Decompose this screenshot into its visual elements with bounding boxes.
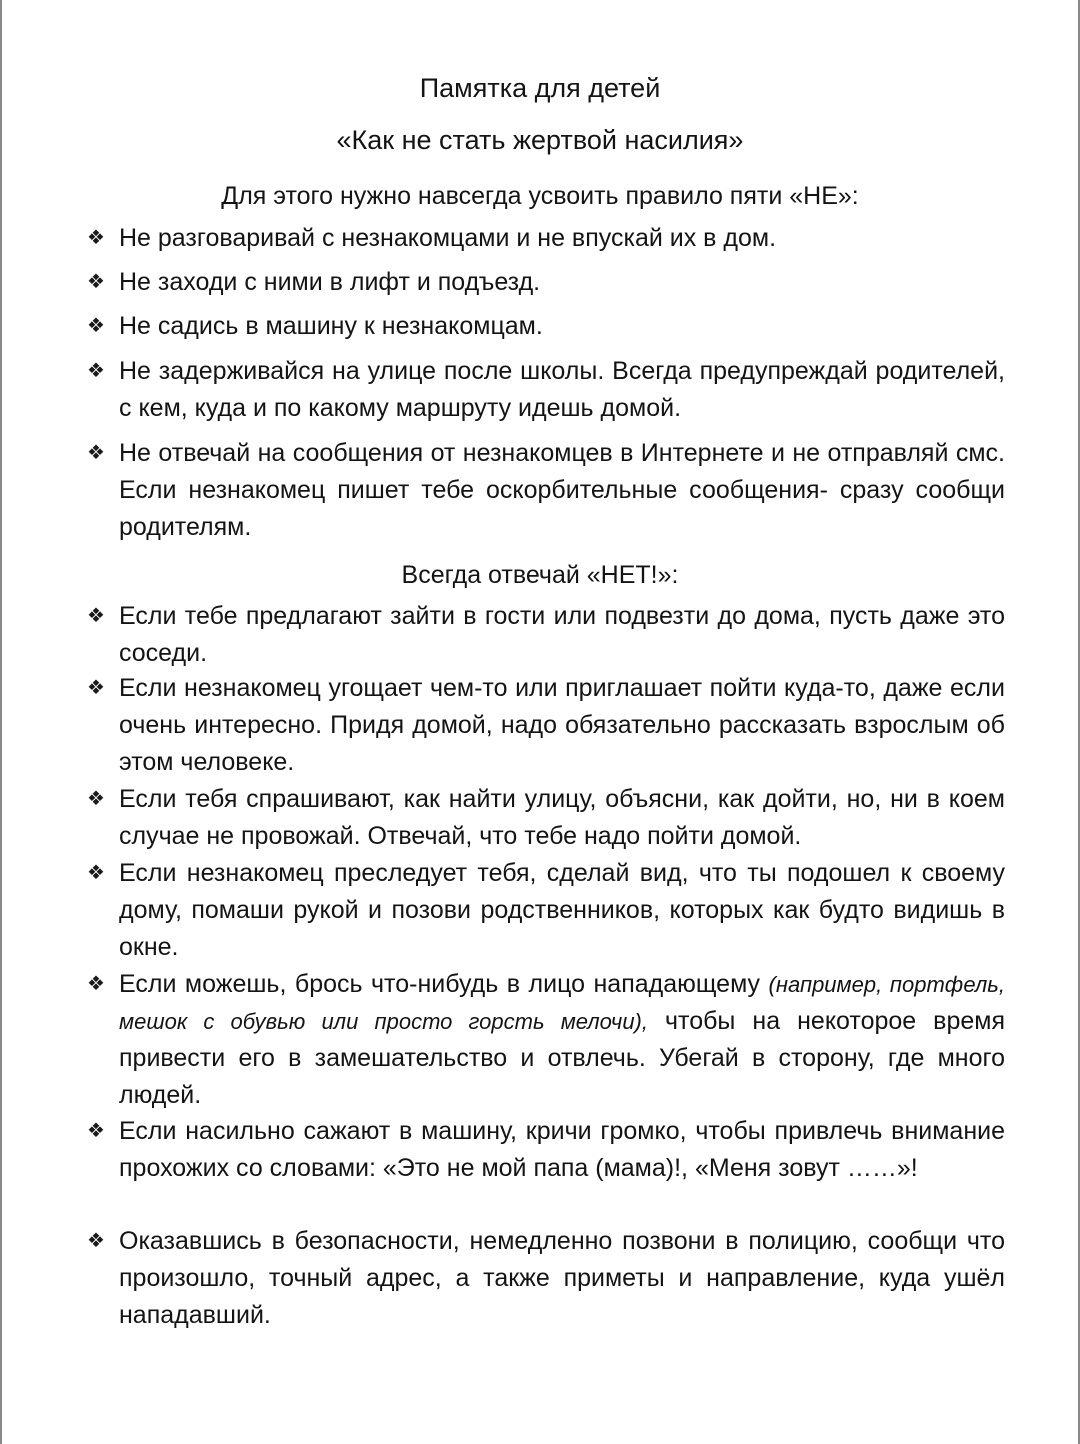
bullet-icon: ❖ — [87, 442, 105, 464]
list-item: Если тебя спрашивают, как найти улицу, объясни, как дойти, но, ни в коем случае не провожай. Отвечай, что тебе надо пойти домой. — [119, 785, 1005, 850]
bullet-icon: ❖ — [87, 605, 105, 627]
list-item: Не садись в машину к незнакомцам. — [119, 312, 543, 340]
list-item: Если тебе предлагают зайти в гости или подвезти до дома, пусть даже это соседи. — [119, 602, 1005, 667]
bullet-icon: ❖ — [87, 1120, 105, 1142]
list-item: Если незнакомец угощает чем-то или приглашает пойти куда-то, даже если очень интересно. Придя домой, надо обязательно рассказать взрослым об этом человеке. — [119, 674, 1005, 776]
bullet-icon: ❖ — [87, 862, 105, 884]
document-title: Памятка для детей — [419, 73, 661, 103]
list-item-example-italic: (например, портфель, мешок с обувью или просто горсть мелочи), — [119, 972, 1005, 1034]
bullet-icon: ❖ — [87, 788, 105, 810]
list-item-text: чтобы на некоторое время привести его в замешательство и отвлечь. Убегай в сторону, где много людей. — [119, 1007, 1005, 1109]
list-item: Не заходи с ними в лифт и подъезд. — [119, 268, 541, 296]
bullet-icon: ❖ — [87, 1230, 105, 1252]
bullet-icon: ❖ — [87, 677, 105, 699]
bullet-icon: ❖ — [87, 315, 105, 337]
list-item: Если незнакомец преследует тебя, сделай вид, что ты подошел к своему дому, помаши рукой и позови родственников, которых как будто видишь в окне. — [119, 859, 1005, 961]
bullet-icon: ❖ — [87, 271, 105, 293]
bullet-icon: ❖ — [87, 227, 105, 249]
list-item: Если насильно сажают в машину, кричи громко, чтобы привлечь внимание прохожих со словами: «Это не мой папа (мама)!, «Меня зовут ……»! — [119, 1117, 1005, 1182]
list-item-text: Если можешь, брось что-нибудь в лицо нападающему — [119, 970, 769, 998]
document-subtitle: «Как не стать жертвой насилия» — [336, 125, 744, 155]
section-heading-rule-five-no: Для этого нужно навсегда усвоить правило пяти «НЕ»: — [221, 182, 859, 210]
list-item: Не задерживайся на улице после школы. Всегда предупреждай родителей, с кем, куда и по какому маршруту идешь домой. — [119, 357, 1005, 422]
list-item: Не разговаривай с незнакомцами и не впускай их в дом. — [119, 224, 777, 252]
bullet-icon: ❖ — [87, 360, 105, 382]
list-item — [119, 966, 1005, 1114]
list-item: Не отвечай на сообщения от незнакомцев в Интернете и не отправляй смс. Если незнакомец пишет тебе оскорбительные сообщения- сразу сообщи родителям. — [119, 439, 1005, 541]
section-heading-always-say-no: Всегда отвечай «НЕТ!»: — [401, 561, 679, 589]
bullet-icon: ❖ — [87, 973, 105, 995]
list-item: Оказавшись в безопасности, немедленно позвони в полицию, сообщи что произошло, точный адрес, а также приметы и направление, куда ушёл нападавший. — [119, 1227, 1005, 1329]
